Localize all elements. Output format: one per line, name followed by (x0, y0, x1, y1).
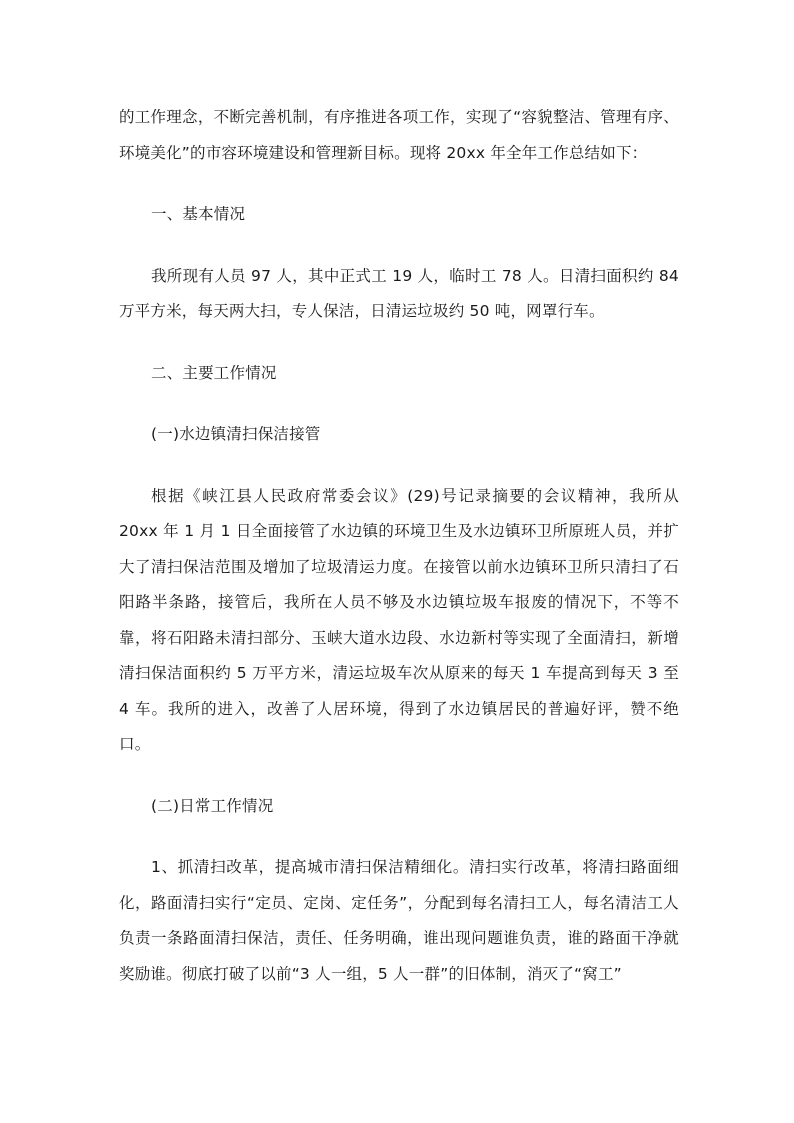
spacer (119, 330, 679, 356)
spacer (119, 453, 679, 479)
subheading-daily-work: (二)日常工作情况 (151, 796, 274, 815)
intro-paragraph: 的工作理念，不断完善机制，有序推进各项工作，实现了“容貌整洁、管理有序、环境美化”的市容环境建设和管理新目标。现将 20xx 年全年工作总结如下： (119, 108, 679, 162)
spacer (119, 391, 679, 417)
document-page (119, 100, 679, 992)
subheading-takeover: (一)水边镇清扫保洁接管 (151, 425, 321, 443)
spacer (119, 763, 679, 789)
spacer (119, 233, 679, 259)
spacer (119, 824, 679, 850)
section-heading-main-work: 二、主要工作情况 (151, 363, 277, 382)
takeover-paragraph: 根据《峡江县人民政府常委会议》(29)号记录摘要的会议精神，我所从 20xx 年 1 月 1 日全面接管了水边镇的环境卫生及水边镇环卫所原班人员，并扩大了清扫保洁范围及增加了垃圾清运力度。在接管以前水边镇环卫所只清扫了石阳路半条路，接管后，我所在人员不够及水边镇垃圾车报废的情况下，不等不靠，将石阳路未清扫部分、玉峡大道水边段、水边新村等实现了全面清扫，新增清扫保洁面积约 5 万平方米，清运垃圾车次从原来的每天 1 车提高到每天 3 至 4 车。我所的进入，改善了人居环境，得到了水边镇居民的普遍好评，赞不绝口。 (119, 486, 679, 753)
basic-info-paragraph: 我所现有人员 97 人，其中正式工 19 人，临时工 78 人。日清扫面积约 84 万平方米，每天两大扫，专人保洁，日清运垃圾约 50 吨，网罩行车。 (119, 266, 679, 320)
section-heading-basic: 一、基本情况 (151, 205, 246, 223)
daily-work-paragraph: 1、抓清扫改革，提高城市清扫保洁精细化。清扫实行改革，将清扫路面细化，路面清扫实行“定员、定岗、定任务”，分配到每名清扫工人，每名清洁工人负责一条路面清扫保洁，责任、任务明确，谁出现问题谁负责，谁的路面干净就奖励谁。彻底打破了以前“3 人一组，5 人一群”的旧体制，消灭了“窝工” (119, 858, 679, 983)
spacer (119, 171, 679, 197)
